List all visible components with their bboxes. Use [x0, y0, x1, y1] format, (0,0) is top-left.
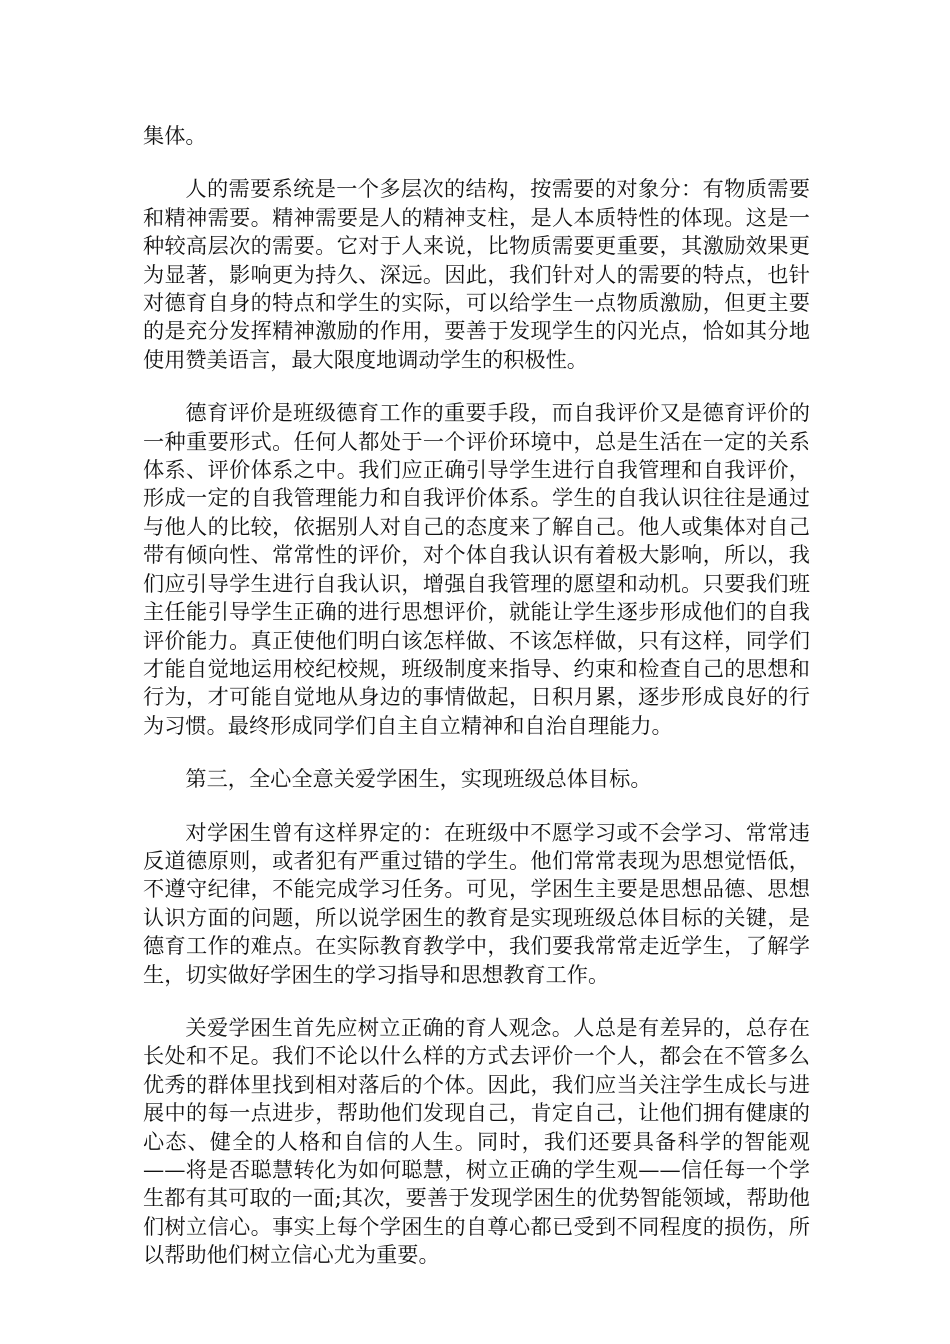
- section-heading-third: 第三，全心全意关爱学困生，实现班级总体目标。: [185, 766, 652, 792]
- paragraph-needs-system: 人的需要系统是一个多层次的结构，按需要的对象分：有物质需要和精神需要。精神需要是人的精神支柱，是人本质特性的体现。这是一种较高层次的需要。它对于人来说，比物质需要更重要，其激励效果更为显著，影响更为持久、深远。因此，我们针对人的需要的特点，也针对德育自身的特点和学生的实际，可以给学生一点物质激励，但更主要的是充分发挥精神激励的作用，要善于发现学生的闪光点，恰如其分地使用赞美语言，最大限度地调动学生的积极性。: [143, 176, 810, 372]
- paragraph-moral-evaluation: 德育评价是班级德育工作的重要手段，而自我评价又是德育评价的一种重要形式。任何人都处于一个评价环境中，总是生活在一定的关系体系、评价体系之中。我们应正确引导学生进行自我管理和自我评价，形成一定的自我管理能力和自我评价体系。学生的自我认识往往是通过与他人的比较，依据别人对自己的态度来了解自己。他人或集体对自己带有倾向性、常常性的评价，对个体自我认识有着极大影响，所以，我们应引导学生进行自我认识，增强自我管理的愿望和动机。只要我们班主任能引导学生正确的进行思想评价，就能让学生逐步形成他们的自我评价能力。真正使他们明白该怎样做、不该怎样做，只有这样，同学们才能自觉地运用校纪校规，班级制度来指导、约束和检查自己的思想和行为，才可能自觉地从身边的事情做起，日积月累，逐步形成良好的行为习惯。最终形成同学们自主自立精神和自治自理能力。: [143, 400, 810, 738]
- document-page: [143, 122, 810, 1295]
- paragraph-caring-for-struggling-students: 关爱学困生首先应树立正确的育人观念。人总是有差异的，总存在长处和不足。我们不论以什么样的方式去评价一个人，都会在不管多么优秀的群体里找到相对落后的个体。因此，我们应当关注学生成长与进展中的每一点进步，帮助他们发现自己，肯定自己，让他们拥有健康的心态、健全的人格和自信的人生。同时，我们还要具备科学的智能观——将是否聪慧转化为如何聪慧，树立正确的学生观——信任每一个学生都有其可取的一面;其次，要善于发现学困生的优势智能领域，帮助他们树立信心。事实上每个学困生的自尊心都已受到不同程度的损伤，所以帮助他们树立信心尤为重要。: [143, 1014, 810, 1268]
- paragraph-struggling-students-definition: 对学困生曾有这样界定的：在班级中不愿学习或不会学习、常常违反道德原则，或者犯有严重过错的学生。他们常常表现为思想觉悟低，不遵守纪律，不能完成学习任务。可见，学困生主要是思想品德、思想认识方面的问题，所以说学困生的教育是实现班级总体目标的关键，是德育工作的难点。在实际教育教学中，我们要我常常走近学生，了解学生，切实做好学困生的学习指导和思想教育工作。: [143, 819, 810, 987]
- paragraph-continuation: 集体。: [143, 123, 207, 148]
